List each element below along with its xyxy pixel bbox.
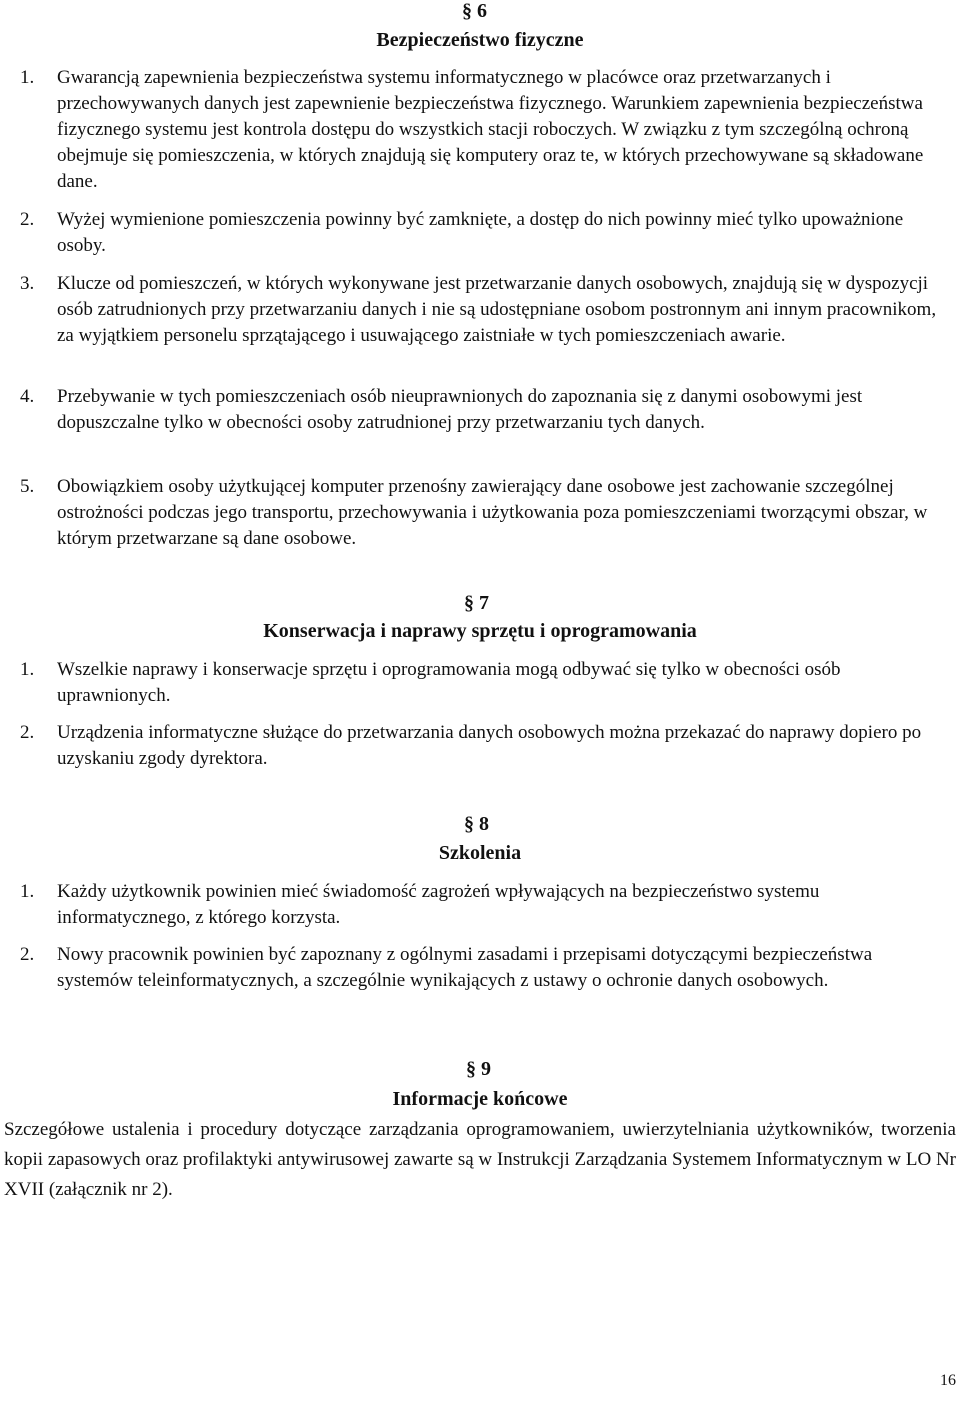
list-item bbox=[20, 384, 940, 436]
list-item bbox=[20, 207, 940, 259]
section-8-mark: § 8 bbox=[464, 813, 489, 835]
item-text: Nowy pracownik powinien być zapoznany z ogólnymi zasadami i przepisami dotyczącymi bezpieczeństwa systemów teleinformatycznych, a szczególnie wynikających z ustawy o ochronie danych osobowych. bbox=[57, 944, 873, 991]
section-7-mark: § 7 bbox=[464, 592, 489, 614]
item-text: Klucze od pomieszczeń, w których wykonywane jest przetwarzanie danych osobowych, znajdują się w dyspozycji osób zatrudnionych przy przetwarzaniu danych i nie są udostępniane osobom postronnym ani innym pracownikom, za wyjątkiem personelu sprzątającego i usuwającego zaistniałe w tych pomieszczeniach awarie. bbox=[57, 273, 937, 346]
section-6-mark: § 6 bbox=[462, 0, 487, 22]
list-item bbox=[20, 65, 940, 195]
list-item bbox=[20, 879, 940, 931]
section-6-title: Bezpieczeństwo fizyczne bbox=[376, 29, 584, 51]
section-7-title: Konserwacja i naprawy sprzętu i oprogramowania bbox=[263, 620, 697, 642]
item-number: 1. bbox=[20, 659, 35, 680]
list-item bbox=[20, 720, 940, 772]
item-text: Urządzenia informatyczne służące do przetwarzania danych osobowych można przekazać do naprawy dopiero po uzyskaniu zgody dyrektora. bbox=[57, 722, 922, 769]
section-8-title: Szkolenia bbox=[438, 842, 522, 864]
item-number: 4. bbox=[20, 386, 35, 407]
page-number: 16 bbox=[940, 1372, 956, 1389]
item-text: Wyżej wymienione pomieszczenia powinny być zamknięte, a dostęp do nich powinny mieć tylko upoważnione osoby. bbox=[57, 209, 904, 256]
item-number: 2. bbox=[20, 722, 35, 743]
item-text: Przebywanie w tych pomieszczeniach osób nieuprawnionych do zapoznania się z danymi osobowymi jest dopuszczalne tylko w obecności osoby zatrudnionej przy przetwarzaniu tych danych. bbox=[57, 386, 863, 433]
item-number: 3. bbox=[20, 273, 35, 294]
section-9-title: Informacje końcowe bbox=[392, 1088, 568, 1110]
item-number: 5. bbox=[20, 476, 35, 497]
list-item bbox=[20, 942, 940, 994]
final-paragraph: Szczegółowe ustalenia i procedury dotyczące zarządzania oprogramowaniem, uwierzytelniania użytkowników, tworzenia kopii zapasowych oraz profilaktyki antywirusowej zawarte są w Instrukcji Zarządzania Systemem Informatycznym w LO Nr XVII (załącznik nr 2). bbox=[4, 1119, 956, 1200]
item-number: 1. bbox=[20, 67, 35, 88]
list-item bbox=[20, 271, 940, 349]
item-number: 2. bbox=[20, 209, 35, 230]
item-text: Gwarancją zapewnienia bezpieczeństwa systemu informatycznego w placówce oraz przetwarzanych i przechowywanych danych jest zapewnienie bezpieczeństwa fizycznego. Warunkiem zapewnienia bezpieczeństwa fizycznego systemu jest kontrola dostępu do wszystkich stacji roboczych. W związku z tym szczególną ochroną obejmuje się pomieszczenia, w których znajdują się komputery oraz te, w których przechowywane są składowane dane. bbox=[57, 67, 924, 192]
section-9-mark: § 9 bbox=[466, 1058, 491, 1080]
item-number: 1. bbox=[20, 881, 35, 902]
list-item bbox=[20, 474, 940, 552]
item-text: Obowiązkiem osoby użytkującej komputer przenośny zawierający dane osobowe jest zachowanie szczególnej ostrożności podczas jego transportu, przechowywania i użytkowania poza pomieszczeniami tworzącymi obszar, w którym przetwarzane są dane osobowe. bbox=[57, 476, 928, 549]
item-text: Każdy użytkownik powinien mieć świadomość zagrożeń wpływających na bezpieczeństwo systemu informatycznego, z którego korzysta. bbox=[57, 881, 820, 928]
item-number: 2. bbox=[20, 944, 35, 965]
list-item bbox=[20, 657, 940, 709]
item-text: Wszelkie naprawy i konserwacje sprzętu i oprogramowania mogą odbywać się tylko w obecności osób uprawnionych. bbox=[57, 659, 841, 706]
